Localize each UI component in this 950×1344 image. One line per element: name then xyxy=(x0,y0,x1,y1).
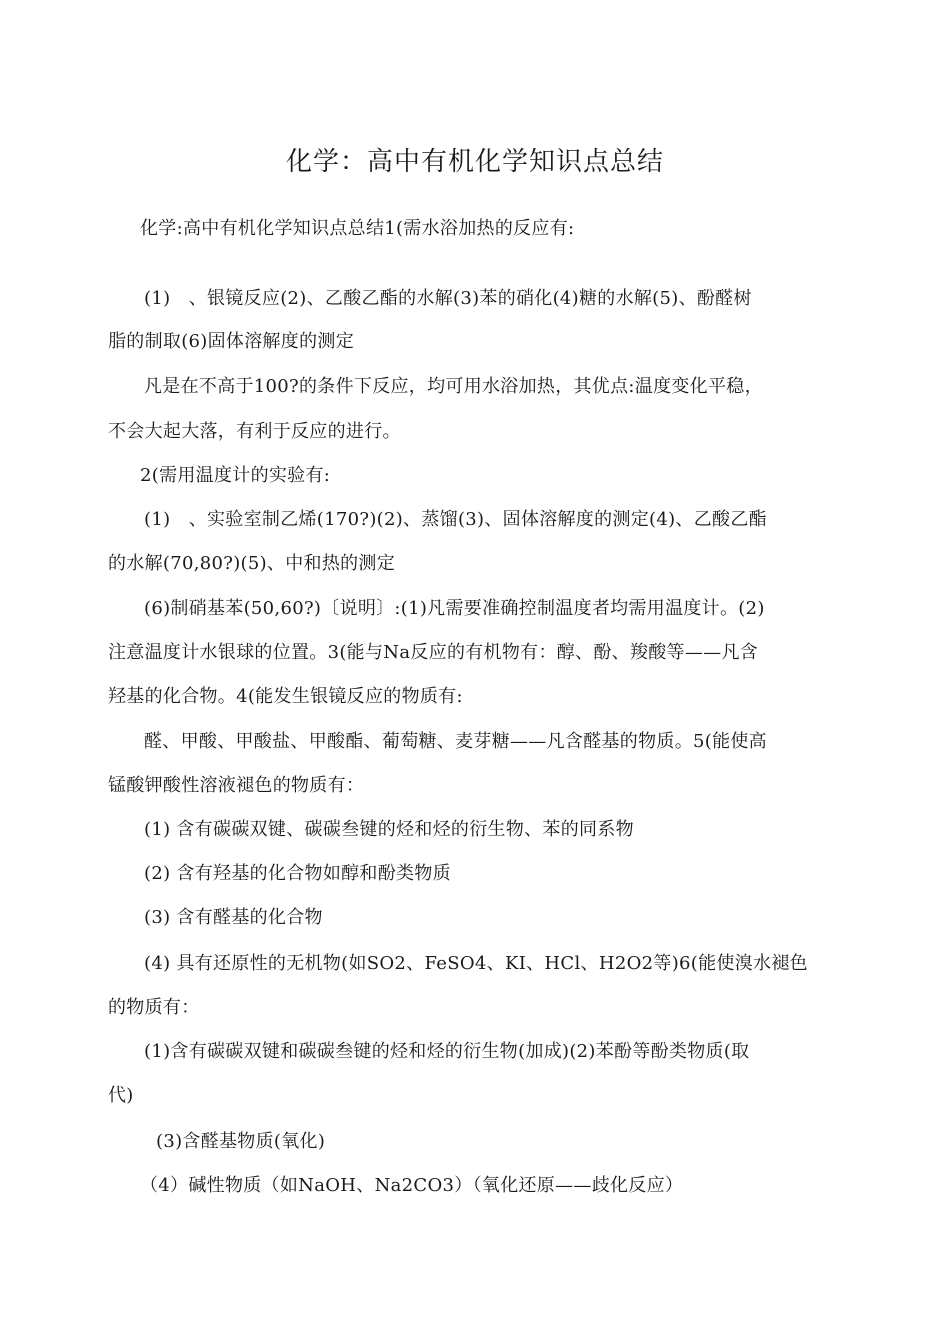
paragraph-line: 脂的制取(6)固体溶解度的测定 xyxy=(108,331,354,352)
paragraph-line: (1) 、实验室制乙烯(170?)(2)、蒸馏(3)、固体溶解度的测定(4)、乙酸乙酯 xyxy=(144,509,767,530)
paragraph-line: 锰酸钾酸性溶液褪色的物质有： xyxy=(108,775,365,796)
paragraph-line: 的水解(70,80?)(5)、中和热的测定 xyxy=(108,553,396,574)
paragraph-line: 的物质有： xyxy=(108,997,200,1018)
list-item: (1)含有碳碳双键和碳碳叁键的烃和烃的衍生物(加成)(2)苯酚等酚类物质(取 xyxy=(144,1041,750,1062)
list-item: （4）碱性物质（如NaOH、Na2CO3）（氧化还原——歧化反应） xyxy=(140,1175,684,1196)
list-item: (1) 含有碳碳双键、碳碳叁键的烃和烃的衍生物、苯的同系物 xyxy=(144,819,634,840)
paragraph-line: 凡是在不高于100?的条件下反应，均可用水浴加热，其优点:温度变化平稳， xyxy=(144,376,763,397)
paragraph-line: 化学:高中有机化学知识点总结1(需水浴加热的反应有: xyxy=(140,218,575,239)
paragraph-line: 不会大起大落，有利于反应的进行。 xyxy=(108,421,401,442)
paragraph-line: 醛、甲酸、甲酸盐、甲酸酯、葡萄糖、麦芽糖——凡含醛基的物质。5(能使高 xyxy=(144,731,767,752)
paragraph-line: 羟基的化合物。4(能发生银镜反应的物质有: xyxy=(108,686,463,707)
list-item: (3) 含有醛基的化合物 xyxy=(144,907,323,928)
paragraph-line: 注意温度计水银球的位置。3(能与Na反应的有机物有：醇、酚、羧酸等——凡含 xyxy=(108,642,759,663)
paragraph-line: 2(需用温度计的实验有: xyxy=(140,465,331,486)
list-item: (3)含醛基物质(氧化) xyxy=(156,1131,326,1152)
paragraph-line: (1) 、银镜反应(2)、乙酸乙酯的水解(3)苯的硝化(4)糖的水解(5)、酚醛树 xyxy=(144,288,752,309)
paragraph-line: (6)制硝基苯(50,60?)〔说明〕:(1)凡需要准确控制温度者均需用温度计。(2) xyxy=(144,598,765,619)
paragraph-line: 代) xyxy=(108,1085,134,1106)
list-item: (2) 含有羟基的化合物如醇和酚类物质 xyxy=(144,863,451,884)
document-title: 化学：高中有机化学知识点总结 xyxy=(285,147,664,177)
list-item: (4) 具有还原性的无机物(如SO2、FeSO4、KI、HCl、H2O2等)6(能使溴水褪色 xyxy=(144,953,808,974)
